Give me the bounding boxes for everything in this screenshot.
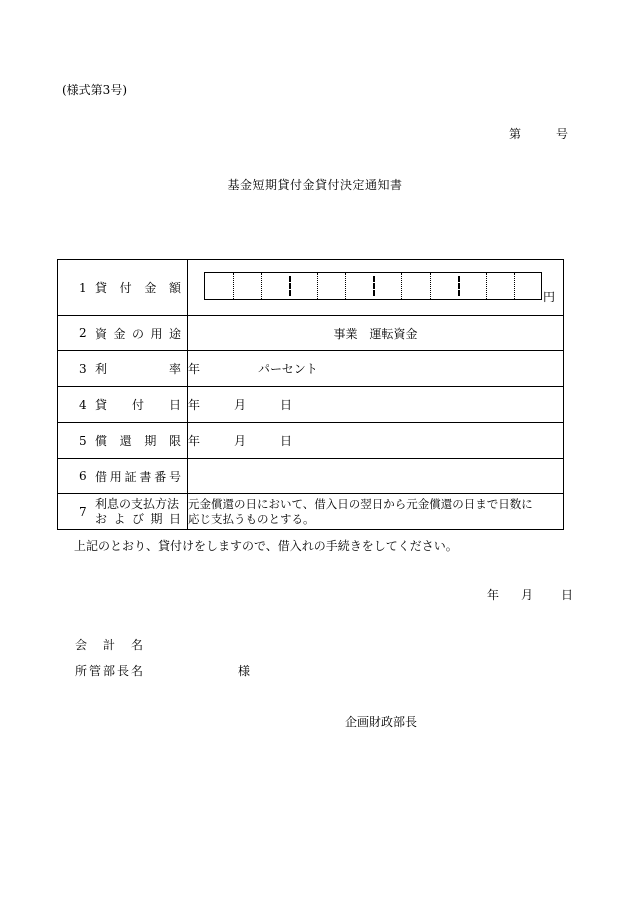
row-label: 貸 付 金 額	[95, 281, 181, 295]
department-head-name-label: 所 管 部 長 名	[75, 664, 144, 678]
fund-purpose-value: 事業 運転資金	[188, 316, 564, 351]
row-label: 貸 付 日	[95, 398, 181, 412]
row-interest-payment: 7 利息の支払方法 お よ び 期 日 元金償還の日において、借入日の翌日から元金償還の日まで日数に 応じ支払うものとする。	[58, 494, 564, 530]
issuer-name: 企画財政部長	[345, 715, 418, 729]
amount-digit-boxes[interactable]	[204, 272, 542, 300]
document-title: 基金短期貸付金貸付決定通知書	[227, 178, 403, 192]
row-number: 1	[79, 280, 87, 295]
row-fund-purpose: 2 資 金 の 用 途 事業 運転資金	[58, 316, 564, 351]
form-number: (様式第3号)	[62, 83, 127, 97]
row-interest-rate: 3 利 率 年 パーセント	[58, 351, 564, 387]
row-label: 償 還 期 限	[95, 434, 181, 448]
row-loan-amount	[58, 260, 564, 316]
loan-details-table	[57, 259, 564, 530]
certificate-number-value[interactable]	[188, 459, 564, 494]
row-label: 資 金 の 用 途	[95, 326, 181, 341]
accounting-name-label: 会 計 名	[75, 638, 144, 652]
honorific-sama: 様	[238, 664, 251, 678]
row-label: 利 率	[95, 362, 181, 376]
row-loan-certificate-number: 6 借 用 証 書 番 号	[58, 459, 564, 494]
number-prefix: 第	[509, 127, 522, 141]
row-repayment-deadline: 5 償 還 期 限 年 月 日	[58, 423, 564, 459]
notice-text: 上記のとおり、貸付けをしますので、借入れの手続きをしてください。	[74, 539, 458, 553]
interest-rate-value[interactable]: 年 パーセント	[188, 351, 564, 387]
number-suffix: 号	[556, 127, 569, 141]
row-label: 利息の支払方法 お よ び 期 日	[95, 496, 181, 526]
interest-payment-value: 元金償還の日において、借入日の翌日から元金償還の日まで日数に 応じ支払うものとする。	[188, 494, 564, 530]
issue-date: 年 月 日	[487, 588, 574, 602]
row-loan-date: 4 貸 付 日 年 月 日	[58, 387, 564, 423]
row-label: 借 用 証 書 番 号	[95, 469, 181, 484]
loan-date-value[interactable]: 年 月 日	[188, 387, 564, 423]
yen-unit: 円	[543, 290, 556, 304]
repayment-deadline-value[interactable]: 年 月 日	[188, 423, 564, 459]
